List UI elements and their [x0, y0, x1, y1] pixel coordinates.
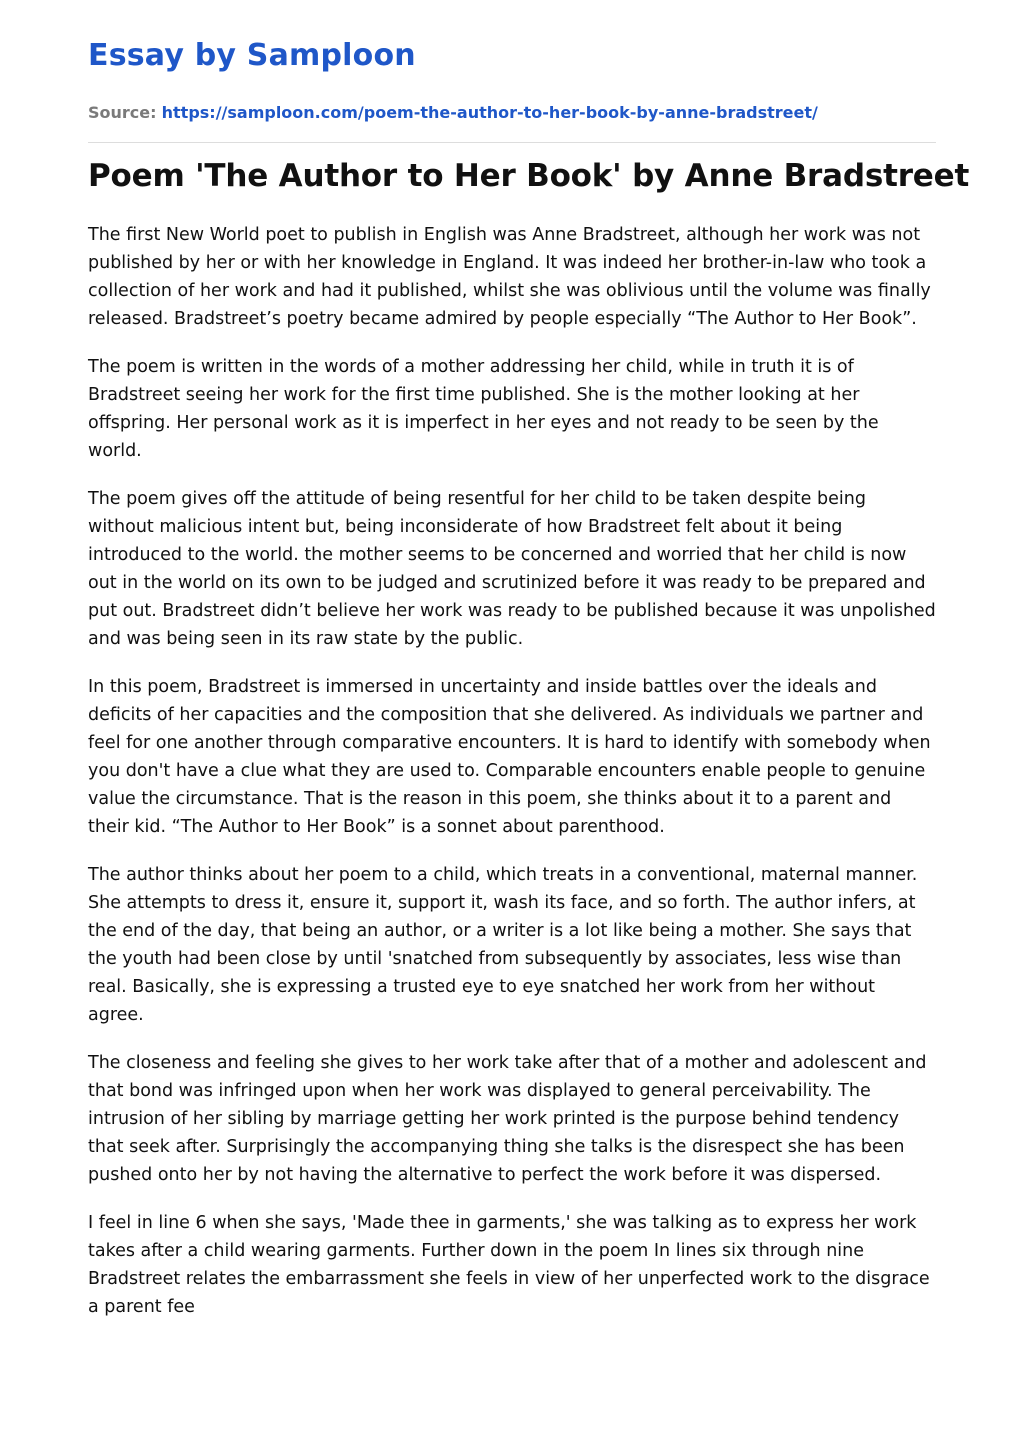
source-label: Source:: [88, 103, 157, 122]
source-line: [88, 101, 818, 125]
article-paragraph: I feel in line 6 when she says, 'Made thee in garments,' she was talking as to express her work takes after a child wearing garments. Further down in the poem In lines six through nine Bradstreet relates the embarrassment she feels in view of her unperfected work to the disgrace a parent fee: [88, 1213, 930, 1317]
article-paragraph: In this poem, Bradstreet is immersed in uncertainty and inside battles over the ideals and deficits of her capacities and the composition that she delivered. As individuals we partner and feel for one another through comparative encounters. It is hard to identify with somebody when you don't have a clue what they are used to. Comparable encounters enable people to genuine value the circumstance. That is the reason in this poem, she thinks about it to a parent and their kid. “The Author to Her Book” is a sonnet about parenthood.: [88, 677, 931, 837]
article-paragraph: The author thinks about her poem to a child, which treats in a conventional, maternal manner. She attempts to dress it, ensure it, support it, wash its face, and so forth. The author infers, at the end of the day, that being an author, or a writer is a lot like being a mother. She says that the youth had been close by until 'snatched from subsequently by associates, less wise than real. Basically, she is expressing a trusted eye to eye snatched her work from her without agree.: [88, 865, 918, 1025]
article-paragraph: The first New World poet to publish in English was Anne Bradstreet, although her work was not published by her or with her knowledge in England. It was indeed her brother-in-law who took a collection of her work and had it published, whilst she was oblivious until the volume was finally released. Bradstreet’s poetry became admired by people especially “The Author to Her Book”.: [88, 225, 931, 329]
article-title: Poem 'The Author to Her Book' by Anne Bradstreet: [88, 158, 970, 194]
article-paragraph: The poem gives off the attitude of being resentful for her child to be taken despite being without malicious intent but, being inconsiderate of how Bradstreet felt about it being introduced to the world. the mother seems to be concerned and worried that her child is now out in the world on its own to be judged and scrutinized before it was ready to be prepared and put out. Bradstreet didn’t believe her work was ready to be published because it was unpolished and was being seen in its raw state by the public.: [88, 489, 936, 649]
article-body: [88, 221, 936, 1341]
site-brand[interactable]: Essay by Samploon: [88, 38, 416, 73]
header-divider: [88, 142, 936, 143]
article-paragraph: The poem is written in the words of a mother addressing her child, while in truth it is of Bradstreet seeing her work for the first time published. She is the mother looking at her offspring. Her personal work as it is imperfect in her eyes and not ready to be seen by the world.: [88, 357, 879, 461]
article-paragraph: The closeness and feeling she gives to her work take after that of a mother and adolescent and that bond was infringed upon when her work was displayed to general perceivability. The intrusion of her sibling by marriage getting her work printed is the purpose behind tendency that seek after. Surprisingly the accompanying thing she talks is the disrespect she has been pushed onto her by not having the alternative to perfect the work before it was dispersed.: [88, 1053, 927, 1185]
source-link[interactable]: https://samploon.com/poem-the-author-to-her-book-by-anne-bradstreet/: [161, 103, 818, 122]
